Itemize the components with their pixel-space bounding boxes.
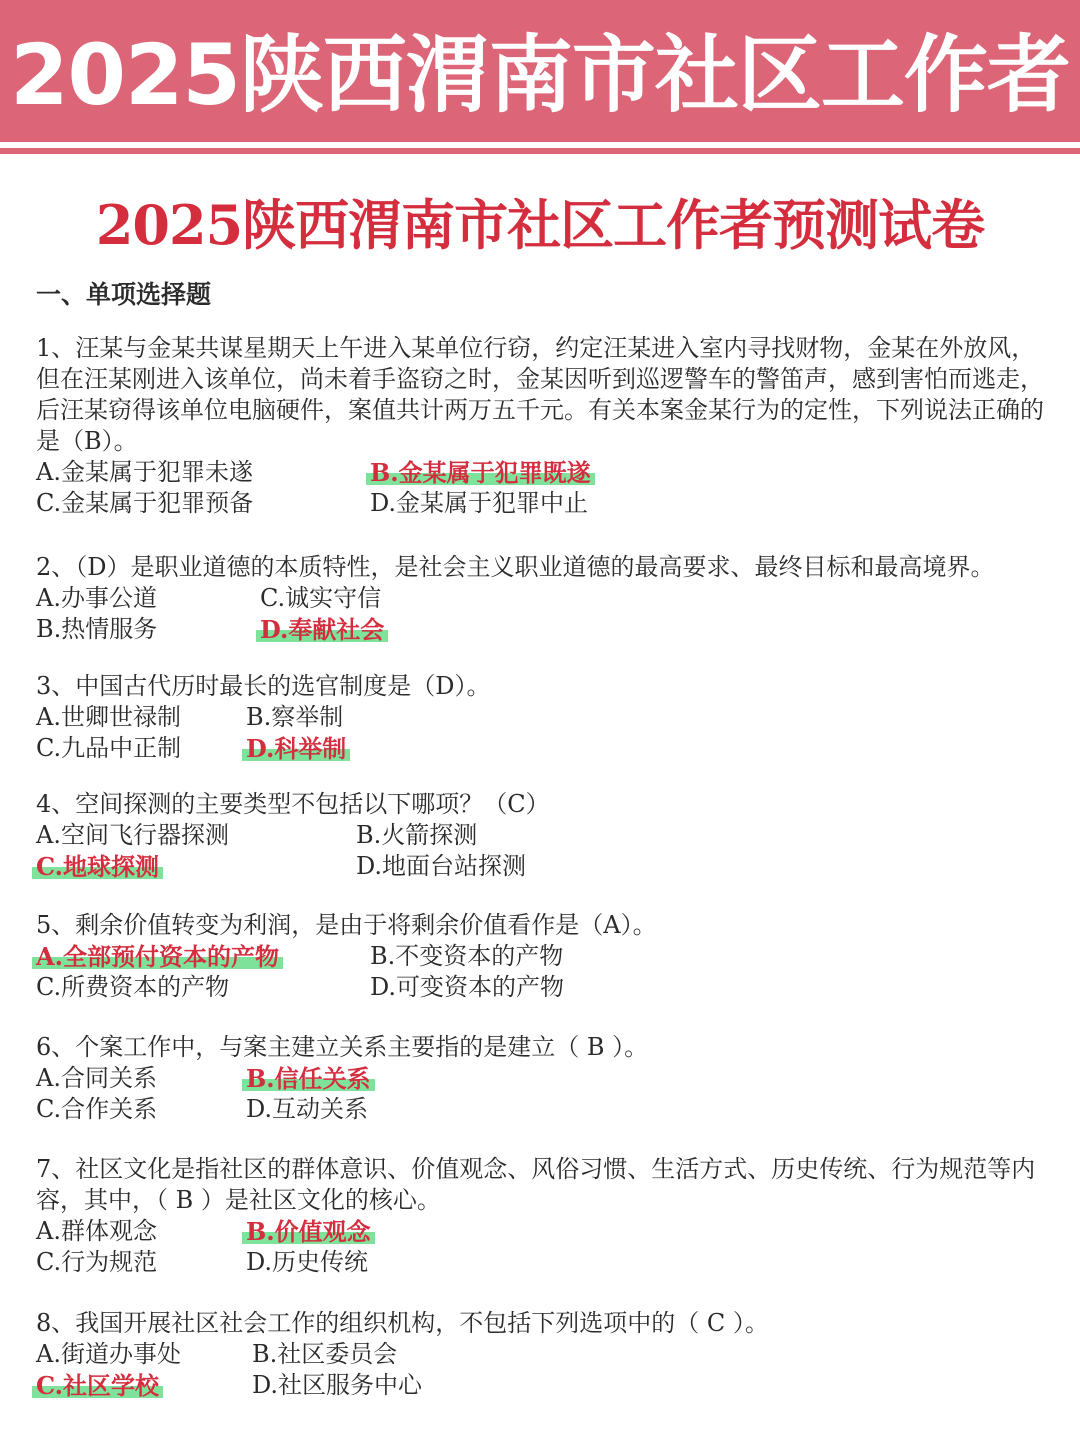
option-a: A.街道办事处: [36, 1340, 181, 1368]
option-row: [36, 457, 1046, 488]
question-1: [36, 333, 1046, 519]
option-c: C.合作关系: [36, 1095, 158, 1123]
option-a: A.世卿世禄制: [36, 703, 181, 731]
header-banner: [0, 0, 1080, 142]
option-b-answer: B.价值观念: [242, 1216, 375, 1247]
option-b: B.社区委员会: [252, 1340, 398, 1368]
option-row: [36, 583, 1046, 614]
document-title: 2025陕西渭南市社区工作者预测试卷: [95, 193, 985, 257]
question-stem: 8、我国开展社区社会工作的组织机构，不包括下列选项中的（ C ）。: [36, 1309, 769, 1337]
question-stem: 4、空间探测的主要类型不包括以下哪项？（C）: [36, 790, 550, 818]
option-row: [36, 702, 1046, 733]
option-c-answer: C.地球探测: [32, 851, 163, 882]
option-a: A.群体观念: [36, 1217, 157, 1245]
question-stem: 2、（D）是职业道德的本质特性，是社会主义职业道德的最高要求、最终目标和最高境界。: [36, 553, 995, 581]
option-row: [36, 851, 1046, 882]
option-c: C.行为规范: [36, 1248, 158, 1276]
option-d: D.互动关系: [246, 1095, 369, 1123]
question-stem: 7、社区文化是指社区的群体意识、价值观念、风俗习惯、生活方式、历史传统、行为规范等内容，其中，（ B ）是社区文化的核心。: [36, 1155, 1036, 1214]
option-row: [36, 941, 1046, 972]
option-d: D.历史传统: [246, 1248, 369, 1276]
option-row: [36, 1216, 1046, 1247]
question-stem: 6、个案工作中，与案主建立关系主要指的是建立（ B ）。: [36, 1033, 649, 1061]
option-d-answer: D.奉献社会: [256, 614, 388, 645]
option-row: [36, 972, 1046, 1003]
option-row: [36, 1094, 1046, 1125]
option-row: [36, 820, 1046, 851]
question-8: [36, 1308, 1046, 1401]
option-a: A.空间飞行器探测: [36, 821, 229, 849]
option-row: [36, 488, 1046, 519]
option-row: [36, 1063, 1046, 1094]
section-title: 一、单项选择题: [36, 280, 212, 309]
option-row: [36, 1339, 1046, 1370]
question-6: [36, 1032, 1046, 1125]
option-d: D.金某属于犯罪中止: [370, 489, 589, 517]
option-c: C.九品中正制: [36, 734, 182, 762]
question-4: [36, 789, 1046, 882]
option-a: A.金某属于犯罪未遂: [36, 458, 253, 486]
option-b: B.察举制: [246, 703, 344, 731]
option-b: B.热情服务: [36, 615, 158, 643]
option-c-answer: C.社区学校: [32, 1370, 163, 1401]
option-row: [36, 614, 1046, 645]
option-a-answer: A.全部预付资本的产物: [32, 941, 283, 972]
option-a: A.办事公道: [36, 584, 157, 612]
option-a: A.合同关系: [36, 1064, 157, 1092]
option-c: C.诚实守信: [260, 584, 382, 612]
question-stem: 3、中国古代历时最长的选官制度是（D）。: [36, 672, 491, 700]
option-b: B.不变资本的产物: [370, 942, 564, 970]
option-b-answer: B.信任关系: [242, 1063, 375, 1094]
banner-title: 2025陕西渭南市社区工作者: [10, 26, 1070, 124]
option-d-answer: D.科举制: [242, 733, 350, 764]
option-c: C.所费资本的产物: [36, 973, 230, 1001]
question-3: [36, 671, 1046, 764]
question-5: [36, 910, 1046, 1003]
option-b-answer: B.金某属于犯罪既遂: [366, 457, 595, 488]
option-row: [36, 1247, 1046, 1278]
option-d: D.地面台站探测: [356, 852, 527, 880]
option-d: D.社区服务中心: [252, 1371, 423, 1399]
question-2: [36, 552, 1046, 645]
question-7: [36, 1154, 1046, 1278]
question-stem: 5、剩余价值转变为利润，是由于将剩余价值看作是（A）。: [36, 911, 657, 939]
banner-divider: [0, 148, 1080, 154]
option-b: B.火箭探测: [356, 821, 478, 849]
option-row: [36, 1370, 1046, 1401]
question-stem: 1、汪某与金某共谋星期天上午进入某单位行窃，约定汪某进入室内寻找财物，金某在外放风，但在汪某刚进入该单位，尚未着手盗窃之时，金某因听到巡逻警车的警笛声，感到害怕而逃走，后汪某窃得该单位电脑硬件，案值共计两万五千元。有关本案金某行为的定性，下列说法正确的是（B）。: [36, 334, 1044, 455]
option-row: [36, 733, 1046, 764]
option-d: D.可变资本的产物: [370, 973, 565, 1001]
option-c: C.金某属于犯罪预备: [36, 489, 254, 517]
